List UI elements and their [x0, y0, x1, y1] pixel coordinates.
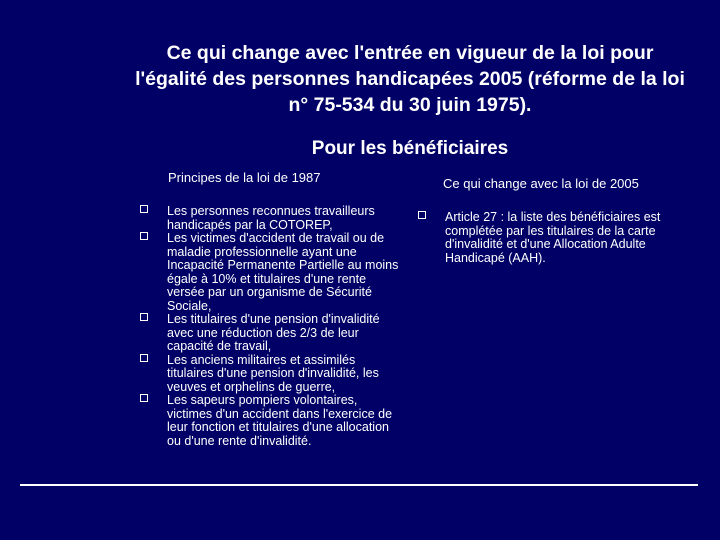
list-item: Les titulaires d'une pension d'invalidité avec une réduction des 2/3 de leur capacité de travail, [167, 313, 400, 354]
list-item: Les victimes d'accident de travail ou de maladie professionnelle ayant une Incapacité Permanente Partielle au moins égale à 10% et titulaires d'une rente versée par un organisme de Sécurité Sociale, [167, 232, 400, 313]
right-bullet-list [445, 211, 680, 265]
list-item: Les personnes reconnues travailleurs handicapés par la COTOREP, [167, 205, 400, 232]
square-bullet-icon [418, 211, 426, 219]
list-item: Les sapeurs pompiers volontaires, victimes d'un accident dans l'exercice de leur fonction et titulaires d'une allocation ou d'une rente d'invalidité. [167, 394, 400, 448]
slide-subtitle: Pour les bénéficiaires [311, 138, 509, 159]
bottom-rule-right [400, 484, 698, 486]
bottom-rule-left [20, 484, 400, 486]
slide-title: Ce qui change avec l'entrée en vigueur de la loi pour l'égalité des personnes handicapées 2005 (réforme de la loi n° 75-534 du 30 juin 1975). [135, 42, 685, 116]
square-bullet-icon [140, 354, 148, 362]
left-column-heading: Principes de la loi de 1987 [168, 170, 321, 185]
square-bullet-icon [140, 205, 148, 213]
left-bullet-list [167, 205, 400, 448]
square-bullet-icon [140, 394, 148, 402]
square-bullet-icon [140, 313, 148, 321]
list-item: Les anciens militaires et assimilés titulaires d'une pension d'invalidité, les veuves et orphelins de guerre, [167, 354, 400, 395]
right-column-heading: Ce qui change avec la loi de 2005 [443, 176, 639, 191]
list-item: Article 27 : la liste des bénéficiaires est complétée par les titulaires de la carte d'invalidité et d'une Allocation Adulte Handicapé (AAH). [445, 211, 680, 265]
square-bullet-icon [140, 232, 148, 240]
